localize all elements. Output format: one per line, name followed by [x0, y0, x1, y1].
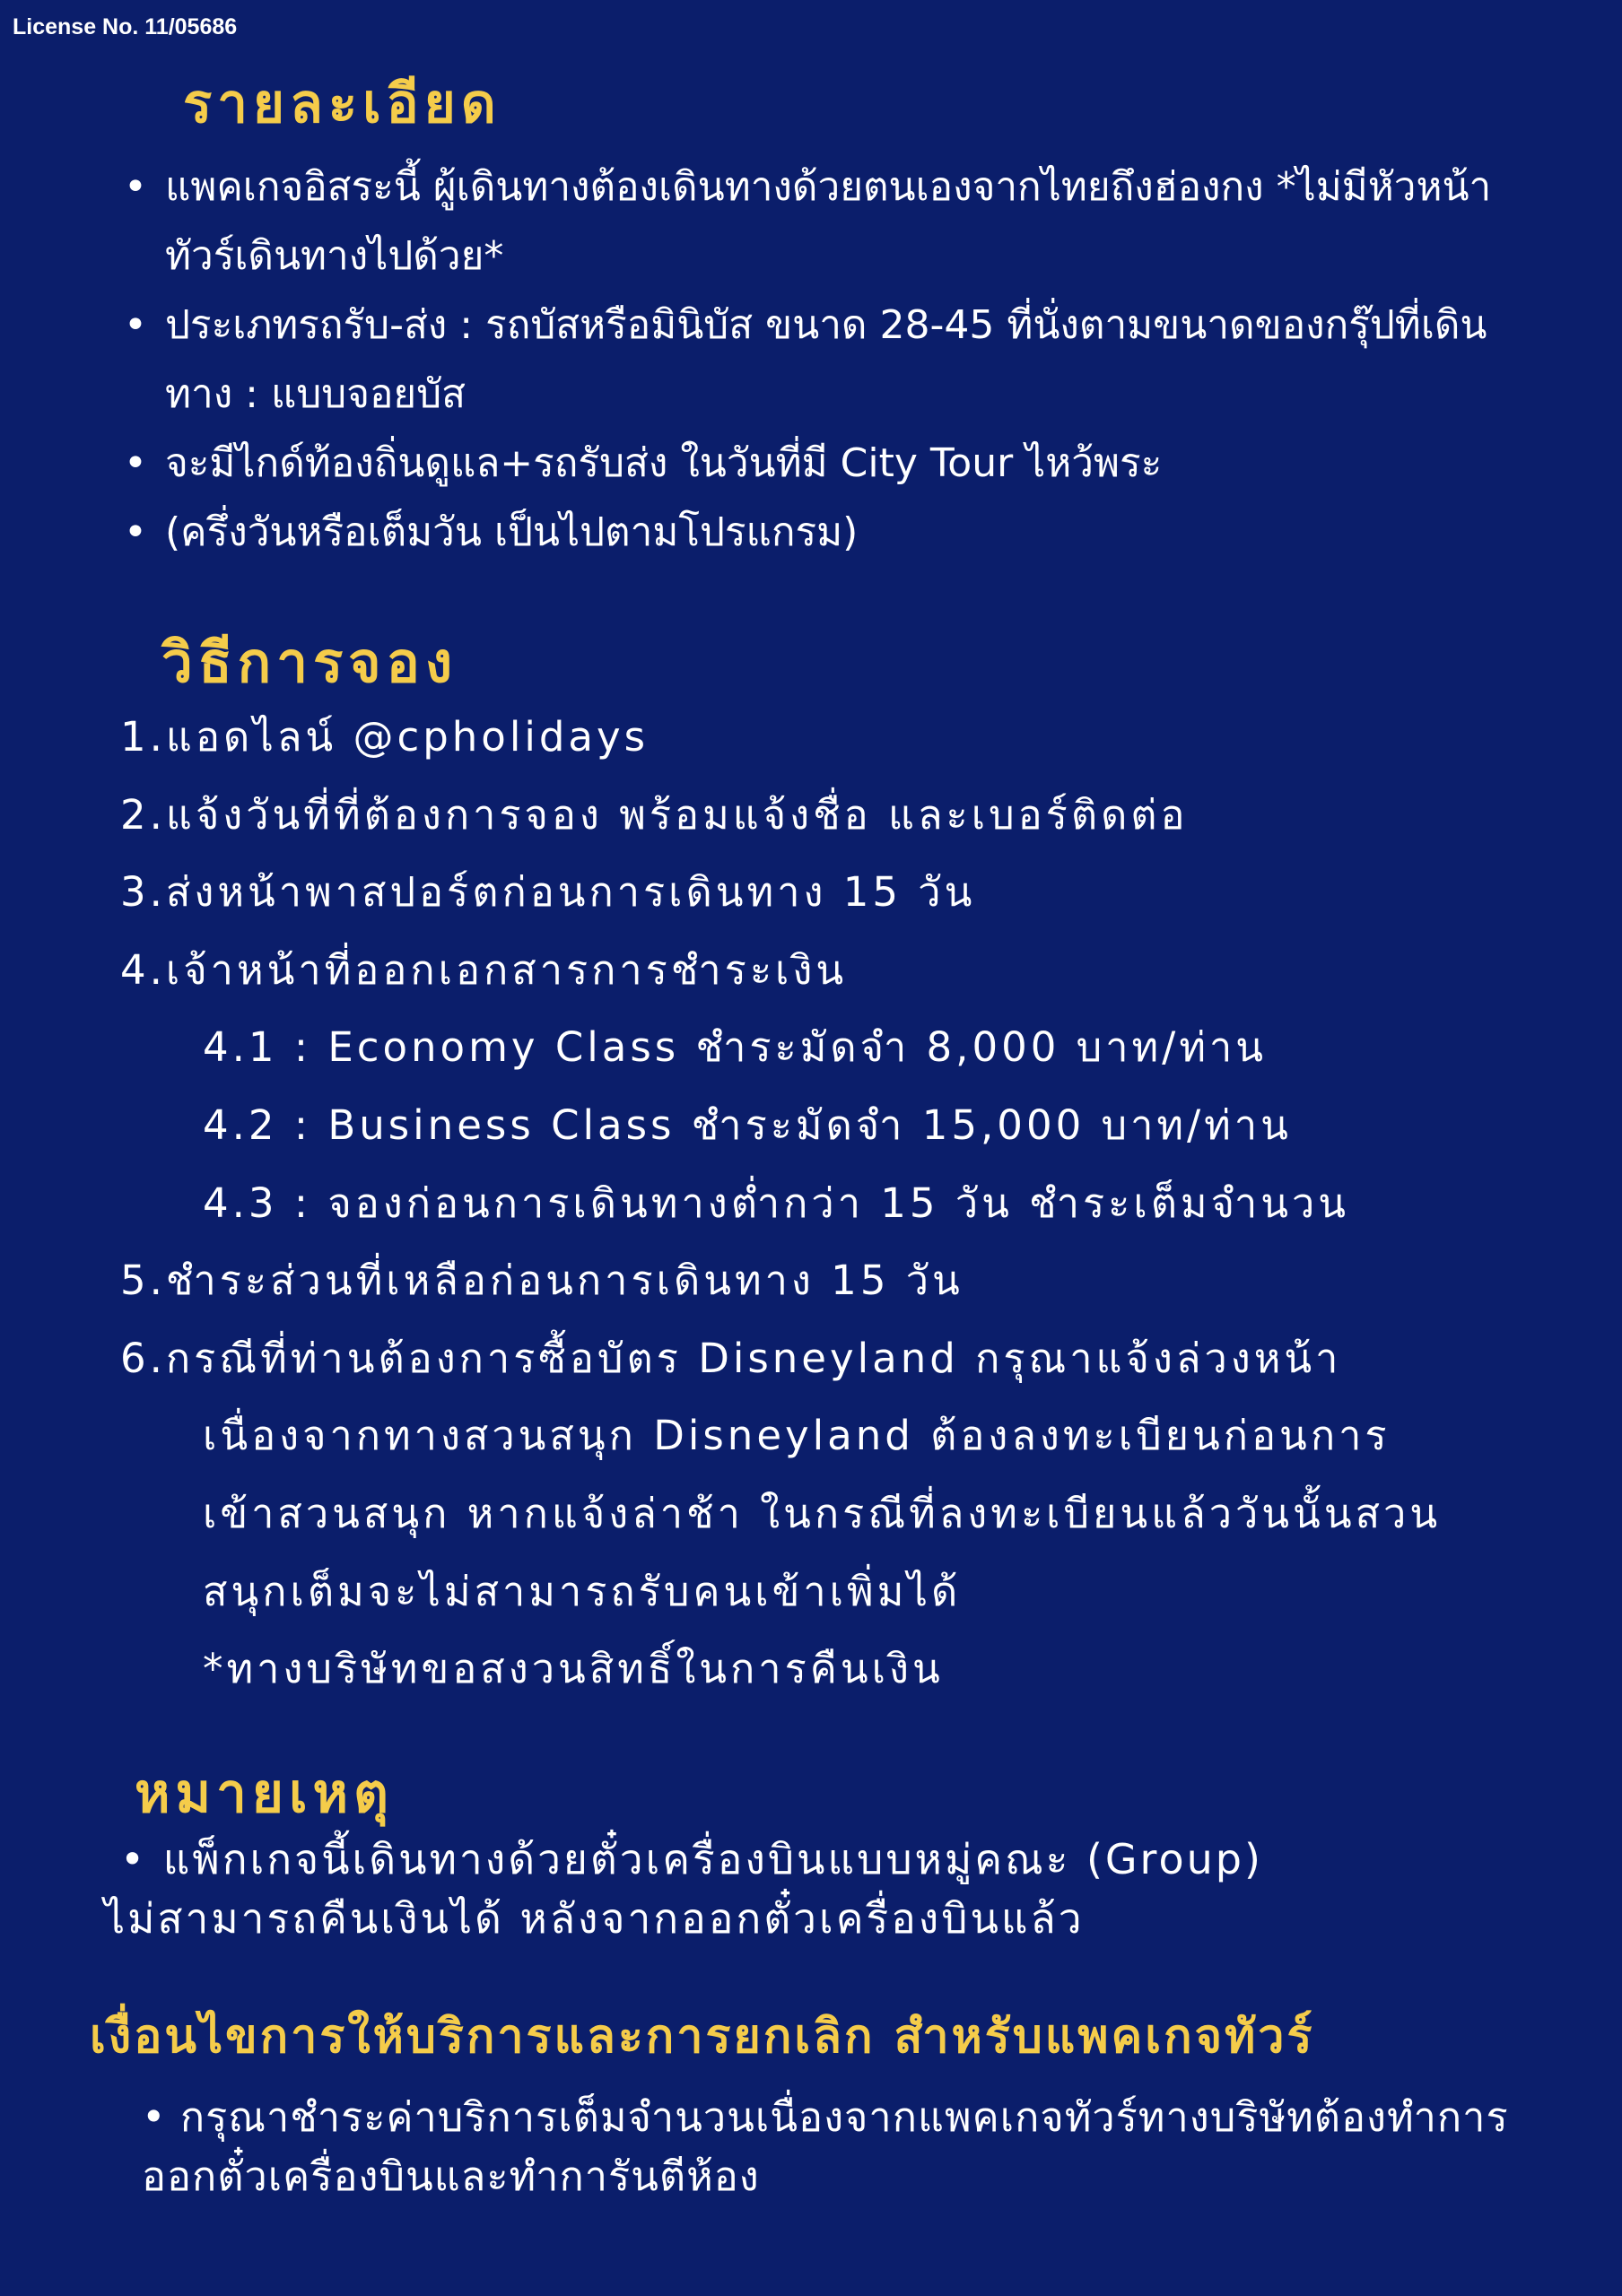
details-item-text: จะมีไกด์ท้องถิ่นดูแล+รถรับส่ง ในวันที่มี City Tour ไหว้พระ [165, 440, 1163, 486]
details-item-text: ทาง : แบบจอยบัส [165, 371, 466, 417]
booking-substep: 4.2 : Business Class ชำระมัดจำ 15,000 บาท/ท่าน [203, 1100, 1292, 1149]
remarks-line: • แพ็กเกจนี้เดินทางด้วยตั๋วเครื่องบินแบบหมู่คณะ (Group) [120, 1835, 1263, 1883]
booking-step: 2.แจ้งวันที่ที่ต้องการจอง พร้อมแจ้งชื่อ และเบอร์ติดต่อ [120, 790, 1189, 839]
booking-step-continuation: สนุกเต็มจะไม่สามารถรับคนเข้าเพิ่มได้ [203, 1567, 962, 1615]
remarks-heading: หมายเหตุ [135, 1762, 394, 1825]
details-item [120, 498, 1574, 567]
booking-step: 3.ส่งหน้าพาสปอร์ตก่อนการเดินทาง 15 วัน [120, 868, 976, 917]
booking-step: 4.เจ้าหน้าที่ออกเอกสารการชำระเงิน [120, 945, 848, 994]
booking-step: 1.แอดไลน์ @cpholidays [120, 713, 650, 761]
details-heading: รายละเอียด [183, 73, 501, 135]
details-item-text: ประเภทรถรับ-ส่ง : รถบัสหรือมินิบัส ขนาด 28-45 ที่นั่งตามขนาดของกรุ๊ปที่เดิน [165, 302, 1487, 348]
details-item [120, 429, 1574, 498]
booking-step: 5.ชำระส่วนที่เหลือก่อนการเดินทาง 15 วัน [120, 1257, 964, 1305]
booking-step-continuation: เนื่องจากทางสวนสนุก Disneyland ต้องลงทะเบียนก่อนการ [203, 1412, 1391, 1460]
remarks-line: ไม่สามารถคืนเงินได้ หลังจากออกตั๋วเครื่องบินแล้ว [104, 1894, 1085, 1943]
booking-step: 6.กรณีที่ท่านต้องการซื้อบัตร Disneyland กรุณาแจ้งล่วงหน้า [120, 1334, 1342, 1382]
booking-substep: 4.1 : Economy Class ชำระมัดจำ 8,000 บาท/ท่าน [203, 1023, 1268, 1072]
conditions-line: ออกตั๋วเครื่องบินและทำการันตีห้อง [142, 2152, 760, 2200]
details-item-text: (ครึ่งวันหรือเต็มวัน เป็นไปตามโปรแกรม) [165, 509, 859, 555]
details-item-continuation [120, 360, 1574, 429]
conditions-heading: เงื่อนไขการให้บริการและการยกเลิก สำหรับแพคเกจทัวร์ [90, 2010, 1315, 2064]
details-list [120, 152, 1574, 567]
booking-step-continuation: *ทางบริษัทขอสงวนสิทธิ์ในการคืนเงิน [203, 1645, 944, 1693]
booking-substep: 4.3 : จองก่อนการเดินทางต่ำกว่า 15 วัน ชำระเต็มจำนวน [203, 1178, 1350, 1227]
conditions-line: • กรุณาชำระค่าบริการเต็มจำนวนเนื่องจากแพคเกจทัวร์ทางบริษัทต้องทำการ [142, 2093, 1509, 2141]
details-item-text: ทัวร์เดินทางไปด้วย* [165, 233, 504, 279]
booking-step-continuation: เข้าสวนสนุก หากแจ้งล่าช้า ในกรณีที่ลงทะเบียนแล้ววันนั้นสวน [203, 1489, 1442, 1537]
details-item [120, 291, 1574, 360]
details-item-continuation [120, 222, 1574, 291]
license-number: License No. 11/05686 [13, 14, 238, 39]
booking-steps [120, 699, 1538, 1709]
booking-heading: วิธีการจอง [161, 630, 458, 695]
details-item-text: แพคเกจอิสระนี้ ผู้เดินทางต้องเดินทางด้วยตนเองจากไทยถึงฮ่องกง *ไม่มีหัวหน้า [165, 164, 1492, 210]
details-item [120, 152, 1574, 222]
